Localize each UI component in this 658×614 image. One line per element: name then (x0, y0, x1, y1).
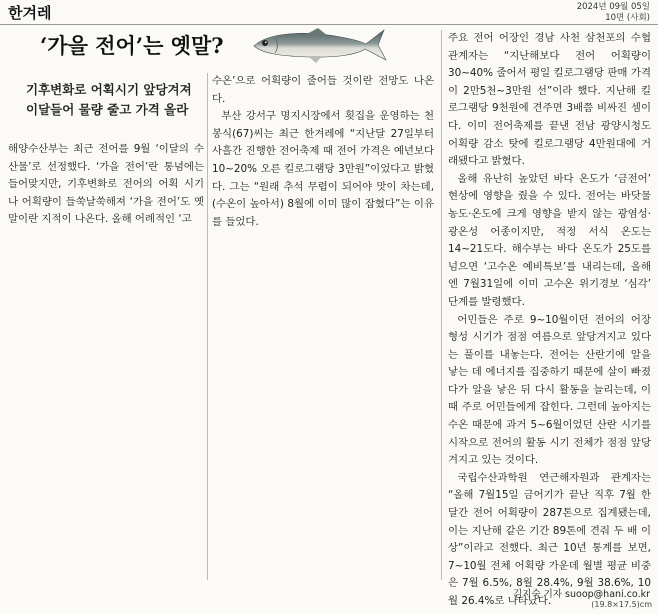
article-column-2 (212, 73, 434, 231)
subheadline: 기후변화로 어획시기 앞당겨져 이달들어 물량 줄고 가격 올라 (26, 82, 192, 117)
article-size-note: (19.8×17.5)cm (591, 600, 652, 609)
column-divider (207, 73, 208, 580)
paragraph: 주요 전어 어장인 경남 사천 삼천포의 수협 관계자는 “지난해보다 전어 어획량이 30~40% 줄어서 평일 킬로그램당 판매 가격이 2만5천~3만원 선”이라 했다. 지난해 킬로그램당 9천원에 견주면 3배쯤 비싸진 셈이다. 이미 전어축제를 끝낸 전남 광양시청도 어획량 감소 탓에 킬로그램당 4만원대에 거래됐다고 밝혔다. (448, 32, 651, 168)
publication-section: 10면 (사회) (605, 13, 650, 23)
paragraph: 해양수산부는 최근 전어를 9월 ‘이달의 수산물’로 선정했다. ‘가을 전어’란 통념에는 들어맞지만, 기후변화로 전어의 어획 시기나 어획량이 들쑥날쑥해져 ‘가을 전어’도 옛말이란 지적이 나온다. 올해 어례적인 ‘고 (8, 143, 204, 226)
paragraph: 수온’으로 어획량이 줄어들 것이란 전망도 나온다. (212, 75, 434, 105)
headline: ‘가을 전어’는 옛말? (40, 33, 224, 58)
masthead-logo: 한겨레 (8, 4, 52, 22)
publication-info (577, 2, 650, 24)
paragraph: 국립수산과학원 연근해자원과 관계자는 “올해 7월15일 금어기가 끝난 직후 7월 한 달간 전어 어획량이 287톤으로 집계됐는데, 이는 지난해 같은 기간 89톤에 견줘 두 배 이상”이라고 전했다. 최근 10년 통계를 보면, 7~10월 전체 어획량 가운데 월별 평균 비중은 7월 6.5%, 8월 28.4%, 9월 38.6%, 10월 26.4%로 나타났다. (448, 471, 651, 607)
byline: 김지숙 기자 suoop@hani.co.kr (513, 589, 650, 600)
publication-date: 2024년 09월 05일 (576, 2, 650, 12)
paragraph: 어민들은 주로 9~10월이던 전어의 어장 형성 시기가 점점 여름으로 앞당겨지고 있다는 풀이를 내놓는다. 전어는 산란기에 알을 낳는 데 에너지를 집중하기 때문에 살이 빠졌다가 알을 낳은 뒤 다시 활동을 늘리는데, 이때 주로 어민들에게 잡힌다. 그런데 높아지는 수온 때문에 과거 5~6월이었던 산란 시기를 시작으로 전어의 활동 시기 전체가 점점 앞당겨지고 있는 것이다. (448, 313, 651, 467)
paragraph: 부산 강서구 명지시장에서 횟집을 운영하는 천봉식(67)씨는 최근 한겨레에 “지난달 27일부터 사흘간 진행한 전어축제 때 전어 가격은 예년보다 10~20% 오른 킬로그램당 3만원”이었다고 밝혔다. 그는 “원래 추석 무렵이 되어야 맛이 차는데, (수온이 높아서) 8월에 이미 많이 잡혔다”는 이유를 들었다. (212, 110, 434, 228)
article-column-3 (448, 30, 651, 611)
fish-icon (248, 24, 390, 66)
column-divider (441, 30, 442, 580)
paragraph: 올해 유난히 높았던 바다 온도가 ‘금전어’ 현상에 영향을 줬을 수 있다. 전어는 바닷물 농도·온도에 크게 영향을 받지 않는 광염성·광온성 어종이지만, 적정 서식 온도는 14~21도다. 해수부는 바다 온도가 25도를 넘으면 ‘고수온 예비특보’를 내리는데, 올해엔 7월31일에 이미 고수온 위기경보 ‘심각’ 단계를 발령했다. (448, 172, 651, 308)
article-column-1 (8, 141, 204, 229)
